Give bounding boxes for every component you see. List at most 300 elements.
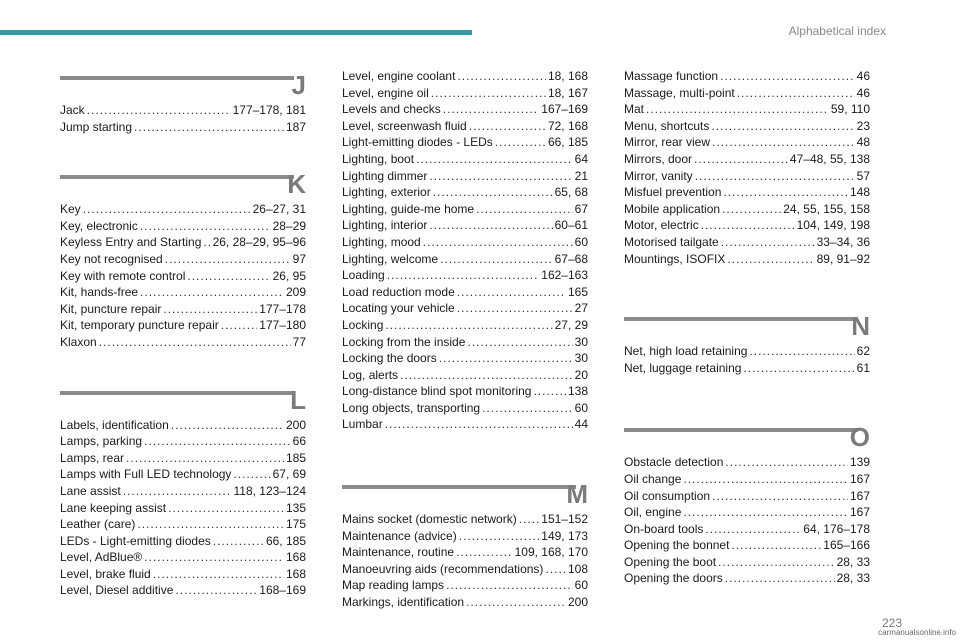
index-entry [60, 218, 306, 235]
index-pages: 61 [856, 360, 870, 375]
index-entry [342, 561, 588, 578]
leader-dots [482, 400, 573, 417]
index-pages: 167 [849, 471, 870, 486]
index-entry [60, 549, 306, 566]
index-pages: 47–48, 55, 138 [789, 151, 870, 166]
index-entry [60, 317, 306, 334]
leader-dots [701, 217, 795, 234]
index-pages: 118, 123–124 [233, 483, 306, 498]
index-pages: 24, 55, 155, 158 [783, 201, 870, 216]
index-pages: 67, 69 [272, 467, 306, 482]
index-term: Level, Diesel additive [60, 583, 174, 598]
leader-dots [385, 317, 552, 334]
leader-dots [457, 284, 566, 301]
index-term: Log, alerts [342, 367, 399, 382]
index-pages: 57 [856, 168, 870, 183]
section-letter-m: M [566, 479, 588, 510]
index-pages: 27, 29 [554, 317, 588, 332]
leader-dots [144, 433, 291, 450]
index-entry [342, 300, 588, 317]
index-term: Lighting, boot [342, 151, 415, 166]
leader-dots [646, 101, 829, 118]
leader-dots [711, 118, 854, 135]
index-pages: 23 [856, 118, 870, 133]
index-term: Jump starting [60, 119, 133, 134]
index-term: Kit, hands-free [60, 285, 139, 300]
index-entry [342, 168, 588, 185]
index-pages: 151–152 [541, 512, 588, 527]
index-entry [342, 544, 588, 561]
index-entry [624, 184, 870, 201]
index-term: Klaxon [60, 334, 97, 349]
index-term: Maintenance (advice) [342, 528, 457, 543]
index-pages: 200 [285, 417, 306, 432]
index-entry [342, 85, 588, 102]
index-entry [60, 582, 306, 599]
index-term: Markings, identification [342, 595, 465, 610]
index-entry [624, 151, 870, 168]
index-entry [342, 511, 588, 528]
index-entry [624, 537, 870, 554]
index-term: Manoeuvring aids (recommendations) [342, 561, 544, 576]
leader-dots [83, 201, 251, 218]
index-entry [60, 234, 306, 251]
leader-dots [457, 300, 573, 317]
index-term: Opening the bonnet [624, 538, 730, 553]
section-l [60, 383, 306, 600]
leader-dots [743, 360, 854, 377]
index-pages: 66 [292, 434, 306, 449]
index-pages: 167–169 [541, 102, 588, 117]
section-letter-l: L [290, 384, 306, 415]
leader-dots [476, 201, 573, 218]
leader-dots [140, 218, 271, 235]
index-pages: 26, 28–29, 95–96 [212, 235, 306, 250]
index-term: Mains socket (domestic network) [342, 512, 517, 527]
section-letter-o: O [849, 422, 870, 453]
index-entry [624, 521, 870, 538]
index-entry [624, 343, 870, 360]
index-pages: 135 [285, 500, 306, 515]
index-term: Level, brake fluid [60, 566, 151, 581]
index-entry [342, 528, 588, 545]
index-entry [342, 594, 588, 611]
index-term: Mountings, ISOFIX [624, 251, 726, 266]
leader-dots [440, 251, 553, 268]
index-entry [60, 284, 306, 301]
index-pages: 109, 168, 170 [514, 545, 588, 560]
index-term: Lane keeping assist [60, 500, 167, 515]
index-pages: 167 [849, 488, 870, 503]
leader-dots [533, 383, 566, 400]
leader-dots [163, 301, 257, 318]
leader-dots [433, 184, 553, 201]
leader-dots [725, 454, 848, 471]
index-entry [342, 101, 588, 118]
index-entry [342, 151, 588, 168]
index-pages: 64, 176–178 [803, 521, 870, 536]
index-term: Map reading lamps [342, 578, 445, 593]
index-entry [624, 134, 870, 151]
leader-dots [457, 68, 546, 85]
index-term: Long objects, transporting [342, 400, 481, 415]
index-pages: 46 [856, 85, 870, 100]
index-pages: 20 [574, 367, 588, 382]
index-term: Lamps, rear [60, 450, 125, 465]
index-entry [342, 383, 588, 400]
leader-dots [429, 217, 552, 234]
index-pages: 18, 168 [547, 69, 588, 83]
index-term: Obstacle detection [624, 455, 724, 470]
index-term: Locking from the inside [342, 334, 466, 349]
index-term: Mirror, rear view [624, 135, 711, 150]
leader-dots [400, 367, 573, 384]
index-term: Levels and checks [342, 102, 441, 117]
index-term: Net, high load retaining [624, 344, 748, 359]
leader-dots [749, 343, 854, 360]
leader-dots [416, 151, 573, 168]
leader-dots [233, 466, 270, 483]
leader-dots [683, 504, 848, 521]
index-term: Oil consumption [624, 488, 711, 503]
index-pages: 21 [574, 168, 588, 183]
leader-dots [144, 549, 284, 566]
index-term: Key with remote control [60, 268, 186, 283]
index-pages: 26–27, 31 [252, 202, 306, 217]
section-letter-n: N [851, 311, 870, 342]
header-accent-bar [0, 30, 472, 35]
index-pages: 108 [567, 561, 588, 576]
index-term: Lighting, interior [342, 218, 428, 233]
index-entry [60, 119, 306, 136]
index-pages: 30 [574, 351, 588, 366]
index-pages: 64 [574, 151, 588, 166]
leader-dots [459, 528, 540, 545]
leader-dots [727, 251, 814, 268]
leader-dots [126, 450, 284, 467]
index-entry [624, 234, 870, 251]
index-pages: 44 [574, 417, 588, 432]
index-pages: 62 [856, 344, 870, 359]
index-term: Key not recognised [60, 251, 163, 266]
index-pages: 168 [285, 550, 306, 565]
index-pages: 177–178, 181 [232, 103, 306, 117]
index-entry [624, 168, 870, 185]
index-pages: 60 [574, 578, 588, 593]
index-entry [342, 416, 588, 433]
leader-dots [387, 267, 540, 284]
index-term: Jack [60, 103, 85, 117]
leader-dots [213, 533, 264, 550]
index-pages: 65, 68 [554, 185, 588, 200]
index-entry [60, 268, 306, 285]
index-pages: 168–169 [259, 583, 306, 598]
index-pages: 162–163 [541, 268, 588, 283]
index-term: Maintenance, routine [342, 545, 455, 560]
section-rule [342, 485, 576, 489]
index-term: Leather (care) [60, 517, 136, 532]
index-entry [342, 134, 588, 151]
index-pages: 28, 33 [836, 571, 870, 586]
index-entry [624, 504, 870, 521]
index-entry [624, 454, 870, 471]
index-entry [624, 118, 870, 135]
index-column-3 [624, 68, 870, 587]
index-entry [60, 500, 306, 517]
index-pages: 97 [292, 251, 306, 266]
index-pages: 30 [574, 334, 588, 349]
index-pages: 27 [574, 301, 588, 316]
section-rule [624, 317, 858, 321]
index-pages: 48 [856, 135, 870, 150]
leader-dots [87, 102, 231, 119]
index-pages: 168 [285, 566, 306, 581]
index-term: Opening the boot [624, 554, 717, 569]
index-term: Loading [342, 268, 385, 283]
index-pages: 18, 167 [547, 85, 588, 100]
index-entry [342, 367, 588, 384]
page-header-title: Alphabetical index [788, 24, 886, 38]
leader-dots [712, 488, 848, 505]
index-term: Lighting dimmer [342, 168, 428, 183]
index-entry [342, 400, 588, 417]
leader-dots [737, 85, 855, 102]
leader-dots [456, 544, 513, 561]
leader-dots [469, 118, 546, 135]
leader-dots [446, 577, 573, 594]
section-rule [60, 76, 294, 80]
index-term: Opening the doors [624, 571, 723, 586]
leader-dots [731, 537, 821, 554]
index-term: Motorised tailgate [624, 234, 719, 249]
index-entry [342, 577, 588, 594]
index-term: Locking the doors [342, 351, 437, 366]
leader-dots [221, 317, 258, 334]
section-m [342, 477, 588, 611]
leader-dots [123, 483, 232, 500]
index-pages: 167 [849, 505, 870, 520]
index-term: Massage function [624, 69, 719, 83]
leader-dots [695, 168, 855, 185]
index-term: Key, electronic [60, 218, 138, 233]
index-entry [624, 360, 870, 377]
index-term: Keyless Entry and Starting [60, 235, 202, 250]
index-pages: 165 [567, 284, 588, 299]
leader-dots [712, 134, 855, 151]
leader-dots [168, 500, 284, 517]
index-pages: 209 [285, 285, 306, 300]
leader-dots [153, 566, 284, 583]
leader-dots [694, 151, 788, 168]
index-entry [60, 533, 306, 550]
index-pages: 200 [567, 595, 588, 610]
index-term: Light-emitting diodes - LEDs [342, 135, 493, 150]
index-term: Level, engine oil [342, 85, 429, 100]
index-pages: 72, 168 [547, 118, 588, 133]
section-rule [624, 428, 858, 432]
leader-dots [175, 582, 257, 599]
leader-dots [705, 521, 801, 538]
index-pages: 77 [292, 334, 306, 349]
index-entry [342, 350, 588, 367]
index-pages: 148 [849, 185, 870, 200]
index-term: Kit, temporary puncture repair [60, 318, 219, 333]
index-entry [342, 68, 588, 85]
index-pages: 66, 185 [547, 135, 588, 150]
index-entry [342, 251, 588, 268]
section-n [624, 309, 870, 376]
index-entry [624, 68, 870, 85]
leader-dots [723, 184, 848, 201]
index-pages: 46 [856, 69, 870, 83]
leader-dots [385, 416, 573, 433]
index-pages: 66, 185 [265, 533, 306, 548]
leader-dots [519, 511, 540, 528]
index-term: Lighting, mood [342, 234, 421, 249]
index-entry [624, 570, 870, 587]
index-term: Mat [624, 102, 645, 117]
index-term: Lamps with Full LED technology [60, 467, 232, 482]
index-entry [60, 102, 306, 119]
index-term: Motor, electric [624, 218, 699, 233]
leader-dots [725, 570, 835, 587]
index-term: Lighting, guide-me home [342, 201, 475, 216]
index-pages: 60 [574, 234, 588, 249]
index-entry [60, 516, 306, 533]
index-term: Long-distance blind spot monitoring [342, 384, 532, 399]
leader-dots [439, 350, 573, 367]
leader-dots [134, 119, 284, 136]
index-term: On-board tools [624, 521, 704, 536]
leader-dots [683, 471, 848, 488]
index-pages: 60–61 [554, 218, 588, 233]
index-entry [624, 217, 870, 234]
index-entry [342, 184, 588, 201]
watermark: carmanualsonline.info [878, 628, 956, 637]
index-term: Mirrors, door [624, 151, 693, 166]
index-term: Massage, multi-point [624, 85, 735, 100]
index-entry [342, 267, 588, 284]
leader-dots [187, 268, 270, 285]
index-term: Locking [342, 317, 384, 332]
index-entry [624, 85, 870, 102]
index-entry [60, 433, 306, 450]
index-term: Oil change [624, 471, 682, 486]
index-pages: 187 [285, 119, 306, 134]
index-pages: 60 [574, 400, 588, 415]
section-letter-j: J [291, 70, 306, 100]
leader-dots [718, 554, 835, 571]
index-term: Mobile application [624, 201, 721, 216]
index-pages: 139 [849, 455, 870, 470]
leader-dots [721, 234, 815, 251]
leader-dots [165, 251, 291, 268]
index-pages: 177–180 [259, 318, 306, 333]
index-pages: 59, 110 [830, 102, 870, 117]
leader-dots [545, 561, 566, 578]
leader-dots [495, 134, 546, 151]
leader-dots [720, 68, 855, 85]
index-term: Level, engine coolant [342, 69, 456, 83]
index-entry [624, 201, 870, 218]
section-rule [60, 391, 294, 395]
index-column-1 [60, 68, 306, 599]
index-entry [624, 488, 870, 505]
index-pages: 28–29 [272, 218, 306, 233]
index-term: Lane assist [60, 483, 121, 498]
index-pages: 177–178 [259, 301, 306, 316]
index-pages: 165–166 [823, 538, 870, 553]
index-entry [60, 251, 306, 268]
index-entry [60, 334, 306, 351]
leader-dots [99, 334, 291, 351]
index-entry [624, 554, 870, 571]
leader-dots [203, 234, 210, 251]
leader-dots [466, 594, 566, 611]
index-term: Key [60, 202, 81, 217]
leader-dots [171, 417, 284, 434]
index-entry [342, 284, 588, 301]
section-rule [60, 175, 294, 179]
index-term: Load reduction mode [342, 284, 455, 299]
index-term: Lighting, welcome [342, 251, 439, 266]
index-pages: 104, 149, 198 [796, 218, 870, 233]
index-entry [342, 217, 588, 234]
leader-dots [467, 334, 572, 351]
page-number: 223 [881, 616, 902, 630]
index-term: Menu, shortcuts [624, 118, 710, 133]
index-entry [624, 471, 870, 488]
index-pages: 149, 173 [541, 528, 588, 543]
index-term: Level, AdBlue® [60, 550, 143, 565]
index-pages: 33–34, 36 [816, 234, 870, 249]
leader-dots [431, 85, 546, 102]
leader-dots [443, 101, 540, 118]
section-k [60, 167, 306, 350]
index-term: Oil, engine [624, 505, 682, 520]
index-entry [342, 334, 588, 351]
index-entry [624, 251, 870, 268]
index-pages: 185 [285, 450, 306, 465]
leader-dots [137, 516, 284, 533]
index-pages: 28, 33 [836, 554, 870, 569]
index-term: Labels, identification [60, 417, 169, 432]
index-pages: 67–68 [554, 251, 588, 266]
index-pages: 89, 91–92 [816, 251, 870, 266]
index-entry [60, 417, 306, 434]
index-term: Lighting, exterior [342, 185, 431, 200]
index-entry [60, 450, 306, 467]
index-entry [342, 234, 588, 251]
index-column-2 [342, 68, 588, 611]
section-letter-k: K [287, 169, 306, 200]
index-term: Kit, puncture repair [60, 301, 162, 316]
leader-dots [423, 234, 573, 251]
index-entry [60, 466, 306, 483]
index-term: Lumbar [342, 417, 383, 432]
index-term: Mirror, vanity [624, 168, 693, 183]
index-entry [342, 118, 588, 135]
index-pages: 67 [574, 201, 588, 216]
index-entry [624, 101, 870, 118]
section-o [624, 420, 870, 587]
index-term: Net, luggage retaining [624, 360, 742, 375]
index-term: Misfuel prevention [624, 185, 722, 200]
leader-dots [429, 168, 572, 185]
index-entry [60, 566, 306, 583]
index-entry [342, 201, 588, 218]
index-entry [60, 201, 306, 218]
